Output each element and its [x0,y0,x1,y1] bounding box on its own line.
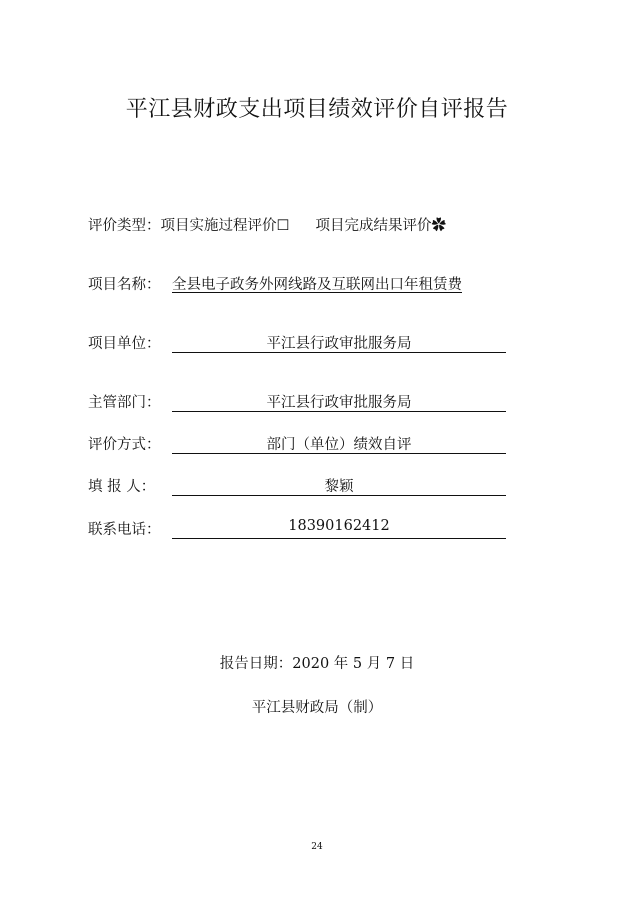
evaluation-method-field [172,433,506,454]
evaluation-type-label: 评价类型： [88,218,161,234]
project-unit-label: 项目单位： [88,336,161,352]
result-evaluation-mark[interactable]: ✿ [431,218,446,234]
project-unit-field [172,332,506,353]
project-name-label: 项目名称： [88,277,161,293]
evaluation-method-value: 部门（单位）绩效自评 [266,437,412,453]
filler-field [172,475,506,496]
report-date: 报告日期：2020 年 5 月 7 日 [219,656,415,672]
supervising-dept-value: 平江县行政审批服务局 [266,395,412,411]
contact-phone-value: 18390162412 [288,518,390,534]
supervising-dept-label: 主管部门： [88,395,161,411]
project-unit-value: 平江县行政审批服务局 [266,336,412,352]
filler-label: 填 报 人： [88,479,156,495]
filler-value: 黎颖 [324,479,354,495]
supervising-dept-field [172,391,506,412]
evaluation-method-label: 评价方式： [88,437,161,453]
result-evaluation-label: 项目完成结果评价 [315,218,432,234]
process-evaluation-label: 项目实施过程评价 [160,218,277,234]
project-name-value: 全县电子政务外网线路及互联网出口年租赁费 [172,277,462,293]
process-evaluation-checkbox[interactable]: ☐ [276,218,290,234]
report-title: 平江县财政支出项目绩效评价自评报告 [125,97,509,122]
contact-phone-label: 联系电话： [88,522,161,538]
page-number: 24 [311,842,323,852]
contact-phone-field [172,518,506,539]
evaluation-type-line [88,214,446,235]
issuer: 平江县财政局（制） [251,700,383,716]
